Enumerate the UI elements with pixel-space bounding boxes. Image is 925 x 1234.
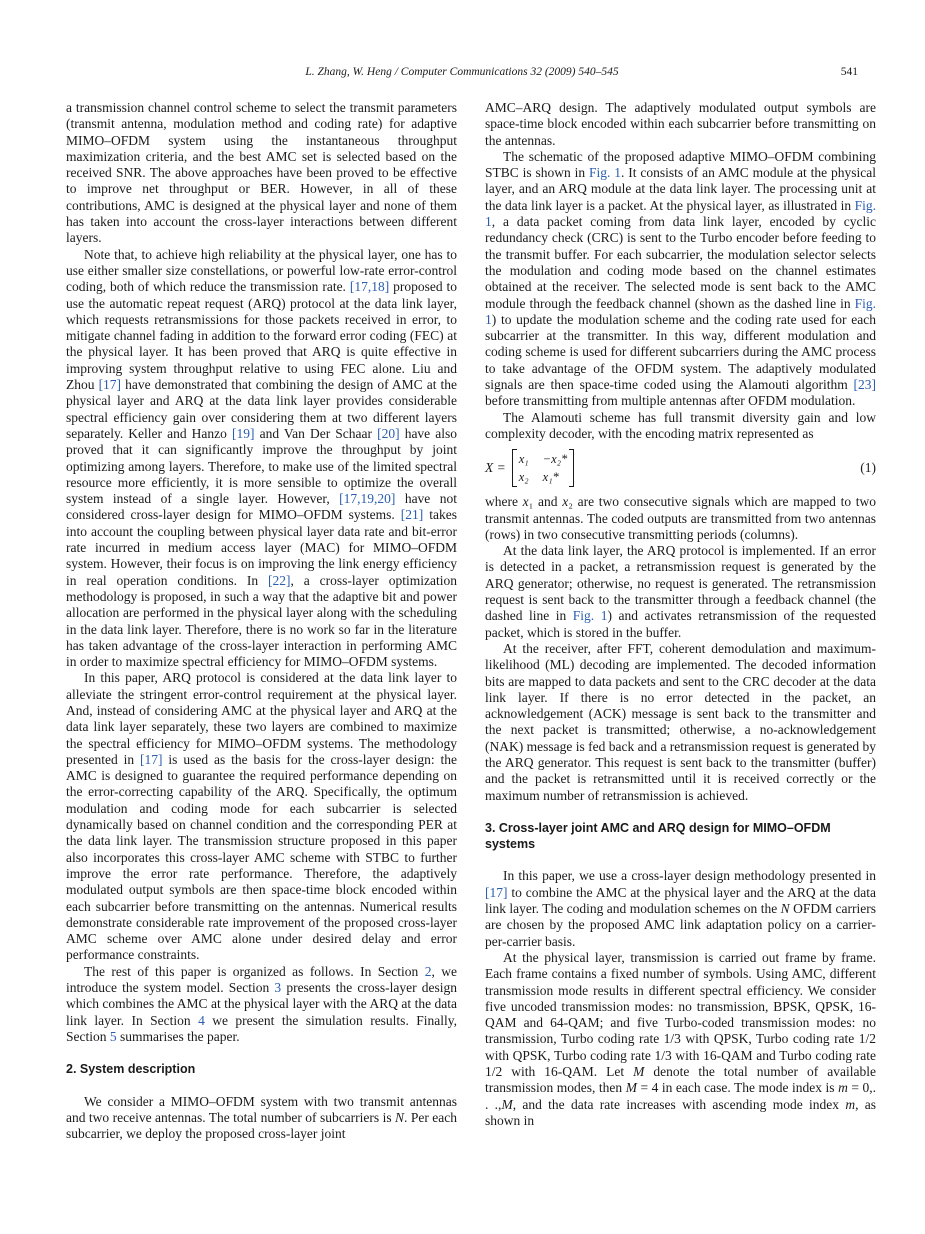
matrix-cell: x₁* xyxy=(542,470,559,485)
citation-link[interactable]: [23] xyxy=(853,377,876,393)
math-symbol: N xyxy=(780,901,790,917)
text-run: to combine the AMC at the physical layer and the ARQ at the data link layer. The coding and modulation schemes on the xyxy=(485,884,876,917)
citation-link[interactable]: [17] xyxy=(485,884,508,900)
right-column xyxy=(485,100,876,1129)
equation-1 xyxy=(485,444,876,492)
paragraph xyxy=(66,670,457,963)
section-heading: 3. Cross-layer joint AMC and ARQ design for MIMO–OFDM systems xyxy=(485,820,831,852)
citation-link[interactable]: Fig. 1 xyxy=(485,197,876,230)
math-symbol: x xyxy=(522,494,529,510)
matrix-cell: x₁ xyxy=(518,452,529,467)
text-run: ) and activates retransmission of the requested packet, which is stored in the buffer. xyxy=(485,608,876,640)
text-run: we present the simulation results. Finally, Section xyxy=(66,1012,457,1044)
text-run: The schematic of the proposed adaptive MIMO–OFDM combining STBC is shown in xyxy=(485,148,876,181)
citation-link[interactable]: [17] xyxy=(140,751,163,767)
equation-number: (1) xyxy=(860,460,876,476)
text-run: proposed to use the automatic repeat request (ARQ) protocol at the data link layer, which requests retransmissions for those packets received in error, to mitigate channel fading in addition to the forward error coding (FEC) at the physical layer. It has been proved that ARQ is quite effective in improving system throughput relative to using FEC alone. Liu and Zhou xyxy=(66,279,457,393)
math-symbol: M xyxy=(633,1064,645,1080)
text-run: AMC–ARQ design. The adaptively modulated output symbols are space-time block encoded within each subcarrier before transmitting on the antennas. xyxy=(485,100,876,148)
text-run: , a cross-layer optimization methodology is proposed, in such a way that the adaptive bit and power allocation are performed in the physical layer along with the scheduling in the data link layer. Therefore, there is no work so far in the literature has taken advantage of the cross-layer interaction in performing AMC in order to maximize spectral efficiency for MIMO–OFDM systems. xyxy=(66,572,457,670)
paragraph xyxy=(66,247,457,671)
text-run: have also proved that it can significantly improve the throughput by joint optimizing among layers. Therefore, to make use of the limited spectral resource more efficiently, it is more sensible to optimize the overall system instead of a single layer. However, xyxy=(66,425,457,507)
text-run: ₂ are two consecutive signals which are mapped to two transmit antennas. The coded outputs are transmitted from two antennas (rows) in two consecutive transmitting periods (columns). xyxy=(485,494,877,542)
text-run: , a data packet coming from data link layer, encoded by cyclic redundancy check (CRC) is sent to the Turbo encoder before feeding to the transmit buffer. For each subcarrier, the modulation selector selects the modulation and coding mode based on the channel estimates obtained at the receiver. The selected mode is sent back to the AMC module through the feedback channel (shown as the dashed line in xyxy=(485,214,876,311)
text-run: . It consists of an AMC module at the physical layer, and an ARQ module at the data link layer. The processing unit at the data link layer is a packet. At the physical layer, as illustrated in xyxy=(485,165,877,213)
text-run: Note that, to achieve high reliability at the physical layer, one has to use either smaller size constellations, or powerful low-rate error-control coding, both of which reduce the transmission rate. xyxy=(66,246,457,295)
citation-link[interactable]: Fig. 1 xyxy=(589,165,622,181)
text-run: takes into account the coupling between physical layer data rate and bit-error rate incurred in medium access layer (MAC) for MIMO–OFDM system. However, their focus is on improving the link energy efficiency in real operation conditions. In xyxy=(66,507,457,588)
citation-link[interactable]: 2 xyxy=(424,963,432,979)
paragraph xyxy=(66,964,457,1045)
text-run: At the physical layer, transmission is carried out frame by frame. Each frame contains a fixed number of symbols. Using AMC, different transmission mode results in different spectral efficiency. We consider five uncoded transmission modes: no transmission, BPSK, QPSK, 16-QAM and 64-QAM; and five Turbo-coded transmission modes: no transmission, Turbo coding rate 1/3 with QPSK, Turbo coding rate 1/2 with QPSK, Turbo coding rate 1/3 with 16-QAM and Turbo coding rate 1/2 with 16-QAM. Let xyxy=(485,949,876,1080)
citation-link[interactable]: 5 xyxy=(109,1028,117,1044)
math-symbol: N xyxy=(395,1109,405,1125)
text-run: OFDM carriers are chosen by the proposed AMC link adaptation policy on a carrier-per-carrier basis. xyxy=(485,901,877,949)
math-symbol: m xyxy=(845,1096,856,1112)
running-header xyxy=(66,66,858,84)
paragraph xyxy=(66,100,457,247)
text-run: is used as the basis for the cross-layer design: the AMC is designed to guarantee the required performance depending on the error-correcting capability of the ARQ. Specifically, the optimum modulation and coding mode for each subcarrier is selected dynamically based on channel condition and the corresponding PER at the data link layer. The transmission structure proposed in this paper also incorporates this cross-layer AMC scheme with STBC to further improve the error rate performance. Therefore, the adaptively modulated output symbols are then space-time block encoded within each subcarrier before transmitting on the antennas. Numerical results demonstrate considerable rate improvement of the proposed cross-layer AMC scheme over AMC alone under desired delay and error performance constraints. xyxy=(66,751,457,963)
math-symbol: M xyxy=(625,1080,637,1096)
text-run: = 4 in each case. The mode index is xyxy=(636,1080,839,1096)
text-run: , and the data rate increases with ascending mode index xyxy=(512,1096,846,1112)
text-run: The Alamouti scheme has full transmit diversity gain and low complexity decoder, with the encoding matrix represented as xyxy=(485,409,876,441)
text-run: presents the cross-layer design which combines the AMC at the physical layer with the ARQ at the data link layer. In Section xyxy=(66,980,457,1028)
citation-link[interactable]: 3 xyxy=(274,980,282,996)
citation-link[interactable]: [17] xyxy=(98,377,122,393)
text-run: ) to update the modulation scheme and the coding rate used for each subcarrier at the transmitter. In this way, different modulation and coding scheme is used for different subcarriers during the AMC process to take advantage of the OFDM system. The adaptively modulated signals are then space-time coded using the Alamouti algorithm xyxy=(485,311,876,393)
citation-link[interactable]: [22] xyxy=(268,572,291,588)
paragraph xyxy=(485,641,876,804)
text-run: before transmitting from multiple antennas after OFDM modulation. xyxy=(485,393,856,409)
text-run: = 0,. . ., xyxy=(485,1080,876,1112)
text-run: . Per each subcarrier, we deploy the proposed cross-layer joint xyxy=(66,1109,457,1142)
text-run: In this paper, we use a cross-layer design methodology presented in xyxy=(503,868,876,884)
text-run: In this paper, ARQ protocol is considered at the data link layer to alleviate the stringent error-control requirement at the physical layer. And, instead of considering AMC at the physical layer and ARQ at the data link layer separately, these two layers are combined to maximize the spectral efficiency for MIMO–OFDM systems. The methodology presented in xyxy=(66,670,457,767)
text-run: , we introduce the system model. Section xyxy=(66,963,457,996)
citation-link[interactable]: 4 xyxy=(198,1012,205,1028)
running-title: L. Zhang, W. Heng / Computer Communications 32 (2009) 540–545 xyxy=(305,66,619,78)
citation-link[interactable]: [19] xyxy=(232,425,255,441)
paragraph xyxy=(485,100,876,149)
citation-link[interactable]: Fig. 1 xyxy=(572,608,608,624)
citation-link[interactable]: [17,18] xyxy=(349,279,390,295)
paragraph xyxy=(485,950,876,1129)
math-symbol: m xyxy=(838,1080,848,1096)
left-column xyxy=(66,100,457,1142)
paragraph xyxy=(485,868,876,949)
math-symbol: x xyxy=(562,494,569,510)
text-run: summarises the paper. xyxy=(116,1028,240,1044)
section-heading: 2. System description xyxy=(66,1062,196,1077)
matrix-cell: −x₂* xyxy=(542,452,568,467)
text-run: and Van Der Schaar xyxy=(254,425,378,441)
text-run: have not considered cross-layer design for MIMO–OFDM systems. xyxy=(66,491,457,523)
paragraph xyxy=(485,149,876,410)
citation-link[interactable]: [20] xyxy=(377,425,400,441)
text-run: a transmission channel control scheme to select the transmit parameters (transmit antenna, modulation method and coding rate) for adaptive MIMO–OFDM system using the instantaneous throughput maximization criteria, and the best AMC set is selected based on the received SNR. The above approaches have been proved to be effective to improve net throughput or BER. However, in all of these contributions, AMC is designed at the physical layer and none of them has taken into account the cross-layer interactions between different layers. xyxy=(66,100,457,246)
paragraph xyxy=(485,410,876,443)
paragraph xyxy=(485,494,876,543)
matrix-cell: x₂ xyxy=(518,470,529,485)
text-run: At the data link layer, the ARQ protocol is implemented. If an error is detected in a packet, a retransmission request is generated by the ARQ generator; otherwise, no request is generated. The retransmission request is sent back to the transmitter through a feedback channel (the dashed line in xyxy=(485,543,876,624)
text-run: ₁ and xyxy=(528,494,563,510)
paragraph xyxy=(485,543,876,641)
page-number: 541 xyxy=(840,66,858,78)
text-run: , as shown in xyxy=(485,1096,876,1128)
text-run: have demonstrated that combining the design of AMC at the physical layer and ARQ at the data link layer provides considerable spectral efficiency gain over considering them at two different layers separately. Keller and Hanzo xyxy=(66,377,458,441)
text-run: The rest of this paper is organized as follows. In Section xyxy=(84,963,425,979)
citation-link[interactable]: [21] xyxy=(400,507,424,523)
encoding-matrix xyxy=(512,449,575,487)
text-run: where xyxy=(485,494,523,510)
paragraph xyxy=(66,1094,457,1143)
text-run: denote the total number of available transmission modes, then xyxy=(485,1064,876,1096)
equation-lhs: X = xyxy=(485,460,506,476)
citation-link[interactable]: [17,19,20] xyxy=(339,491,396,507)
citation-link[interactable]: Fig. 1 xyxy=(485,295,876,327)
text-run: At the receiver, after FFT, coherent demodulation and maximum-likelihood (ML) decoding are implemented. The decoded information bits are mapped to data packets and sent to the CRC decoder at the data link layer. If there is no error detected in the packet, an acknowledgement (ACK) message is sent back to the transmitter and the next packet is transmitted; otherwise, a no-acknowledgement (NAK) message is fed back and a retransmission request is generated by the ARQ generator. This request is sent back to the transmitter (buffer) and the packet is retransmitted until it is received correctly or the maximum number of retransmission is achieved. xyxy=(485,640,876,803)
math-symbol: M xyxy=(501,1096,513,1112)
text-run: We consider a MIMO–OFDM system with two transmit antennas and two receive antennas. The total number of subcarriers is xyxy=(66,1093,457,1125)
